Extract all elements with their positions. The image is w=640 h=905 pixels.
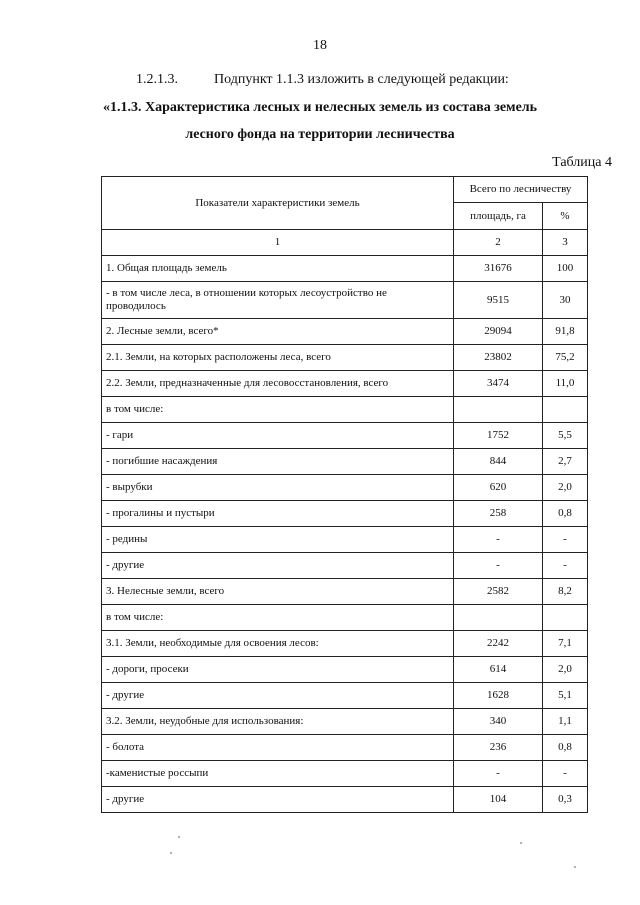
scan-speck [170,852,172,854]
row-name: 3.1. Земли, необходимые для освоения лесов: [102,631,454,657]
row-name: 2. Лесные земли, всего* [102,319,454,345]
row-name: - прогалины и пустыри [102,501,454,527]
row-area: - [454,553,543,579]
table-caption: Таблица 4 [552,155,612,170]
row-percent: 100 [543,256,588,282]
row-name: - редины [102,527,454,553]
row-percent: 30 [543,282,588,319]
row-percent [543,397,588,423]
column-number-3: 3 [543,230,588,256]
row-percent: 75,2 [543,345,588,371]
row-area: 1752 [454,423,543,449]
row-name: - дороги, просеки [102,657,454,683]
row-name: в том числе: [102,397,454,423]
row-area: 1628 [454,683,543,709]
row-name: - болота [102,735,454,761]
row-area [454,397,543,423]
column-number-1: 1 [102,230,454,256]
clause-text: Подпункт 1.1.3 изложить в следующей редакции: [214,72,509,87]
scan-speck [178,836,180,838]
row-area: 614 [454,657,543,683]
row-percent: 2,0 [543,657,588,683]
row-area: - [454,527,543,553]
row-name: - вырубки [102,475,454,501]
row-percent: 5,5 [543,423,588,449]
row-area [454,605,543,631]
row-area: 104 [454,787,543,813]
row-area: 340 [454,709,543,735]
row-name: - погибшие насаждения [102,449,454,475]
clause-line [136,72,509,88]
land-characteristics-table [101,176,588,813]
row-percent: 5,1 [543,683,588,709]
row-percent: - [543,761,588,787]
table-row [102,761,588,787]
row-area: 2242 [454,631,543,657]
row-area: - [454,761,543,787]
row-percent: 2,0 [543,475,588,501]
row-area: 236 [454,735,543,761]
row-area: 23802 [454,345,543,371]
header-indicators: Показатели характеристики земель [102,177,454,230]
row-percent: 91,8 [543,319,588,345]
row-name: - другие [102,683,454,709]
page-number: 18 [313,38,327,53]
table-row [102,501,588,527]
row-area: 2582 [454,579,543,605]
row-percent: 2,7 [543,449,588,475]
table-body [102,256,588,813]
table-row [102,709,588,735]
table-row [102,371,588,397]
row-name: 2.1. Земли, на которых расположены леса, всего [102,345,454,371]
scan-speck [574,866,576,868]
row-area: 620 [454,475,543,501]
scan-speck [520,842,522,844]
row-name: 2.2. Земли, предназначенные для лесовосстановления, всего [102,371,454,397]
row-name: - в том числе леса, в отношении которых лесоустройство не проводилось [102,282,454,319]
table-row [102,256,588,282]
table-row [102,319,588,345]
section-heading-line-2: лесного фонда на территории лесничества [185,127,455,142]
row-percent: 0,8 [543,735,588,761]
row-percent: 7,1 [543,631,588,657]
table-row [102,345,588,371]
header-total: Всего по лесничеству [454,177,588,203]
table-row [102,735,588,761]
row-name: -каменистые россыпи [102,761,454,787]
row-area: 3474 [454,371,543,397]
row-percent: 1,1 [543,709,588,735]
table-row [102,605,588,631]
row-percent: 0,8 [543,501,588,527]
table-row [102,787,588,813]
table-row [102,553,588,579]
row-name: 1. Общая площадь земель [102,256,454,282]
header-area: площадь, га [454,203,543,230]
table-row [102,397,588,423]
row-area: 29094 [454,319,543,345]
section-heading-line-1: «1.1.3. Характеристика лесных и нелесных земель из состава земель [102,100,538,115]
row-name: - другие [102,553,454,579]
row-percent: 11,0 [543,371,588,397]
row-percent: 0,3 [543,787,588,813]
row-percent: - [543,553,588,579]
row-area: 844 [454,449,543,475]
table-row [102,282,588,319]
row-name: 3. Нелесные земли, всего [102,579,454,605]
row-area: 31676 [454,256,543,282]
table-row [102,423,588,449]
table-row [102,475,588,501]
row-name: - гари [102,423,454,449]
table-row [102,527,588,553]
table-row [102,631,588,657]
row-area: 258 [454,501,543,527]
row-percent: 8,2 [543,579,588,605]
row-area: 9515 [454,282,543,319]
row-name: в том числе: [102,605,454,631]
table-row [102,683,588,709]
table-row [102,579,588,605]
table-row [102,449,588,475]
table-row [102,657,588,683]
column-number-2: 2 [454,230,543,256]
clause-number: 1.2.1.3. [136,72,178,87]
row-percent [543,605,588,631]
header-percent: % [543,203,588,230]
row-name: - другие [102,787,454,813]
row-percent: - [543,527,588,553]
row-name: 3.2. Земли, неудобные для использования: [102,709,454,735]
